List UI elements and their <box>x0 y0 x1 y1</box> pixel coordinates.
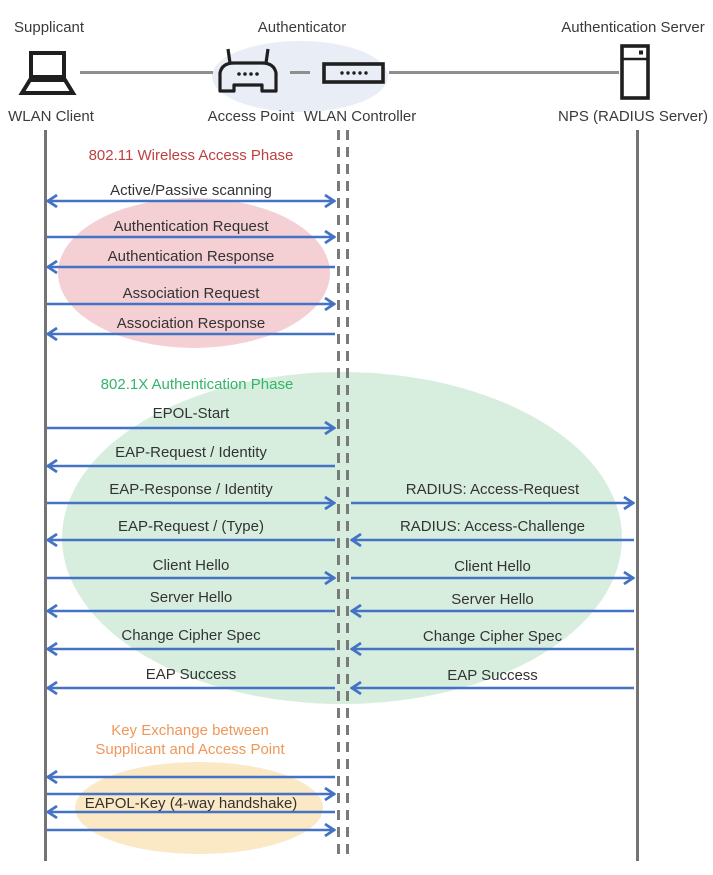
laptop-icon <box>16 50 78 98</box>
device-connector-line <box>290 71 310 74</box>
role-label-authentication-server: Authentication Server <box>561 19 705 36</box>
role-label-supplicant: Supplicant <box>14 19 85 36</box>
access-point-icon <box>217 48 279 94</box>
device-connector-line <box>80 71 213 74</box>
message-arrow <box>46 420 336 436</box>
lifeline-radius-server <box>636 130 639 861</box>
phase1-title: 802.11 Wireless Access Phase <box>88 147 294 164</box>
lifeline-wlan-controller-dashed <box>337 130 340 858</box>
message-label: Authentication Response <box>107 248 275 265</box>
message-label: EAP-Request / Identity <box>115 444 267 461</box>
message-label: EAPOL-Key (4-way handshake) <box>84 795 298 812</box>
lifeline-wlan-controller-dashed <box>346 130 349 858</box>
message-label: EAP Success <box>447 667 538 684</box>
message-label: Change Cipher Spec <box>422 628 563 645</box>
message-label: Client Hello <box>152 557 230 574</box>
role-label-authenticator: Authenticator <box>257 19 347 36</box>
message-label: Authentication Request <box>113 218 269 235</box>
message-label: RADIUS: Access-Request <box>405 481 580 498</box>
wlan-controller-icon <box>322 62 385 84</box>
message-label: Active/Passive scanning <box>110 182 272 199</box>
message-label: EAP-Response / Identity <box>109 481 273 498</box>
device-label-access-point: Access Point <box>207 108 295 125</box>
phase3-title-line1: Key Exchange between <box>111 722 269 739</box>
phase2-title: 802.1X Authentication Phase <box>100 376 294 393</box>
server-icon <box>620 44 650 100</box>
message-label: Client Hello <box>454 558 531 575</box>
message-arrow <box>46 822 336 838</box>
device-label-wlan-controller: WLAN Controller <box>303 108 417 125</box>
message-label: Server Hello <box>149 589 233 606</box>
message-label: Server Hello <box>451 591 534 608</box>
message-label: Association Response <box>116 315 266 332</box>
device-connector-line <box>389 71 619 74</box>
phase3-title-line2: Supplicant and Access Point <box>95 741 285 758</box>
message-label: EAP Success <box>145 666 237 683</box>
message-label: Association Request <box>122 285 260 302</box>
message-label: RADIUS: Access-Challenge <box>399 518 586 535</box>
device-label-nps-radius-server: NPS (RADIUS Server) <box>557 108 709 125</box>
message-label: Change Cipher Spec <box>121 627 261 644</box>
message-label: EPOL-Start <box>152 405 230 422</box>
device-label-wlan-client: WLAN Client <box>8 108 94 125</box>
message-label: EAP-Request / (Type) <box>118 518 264 535</box>
message-arrow <box>46 769 336 785</box>
